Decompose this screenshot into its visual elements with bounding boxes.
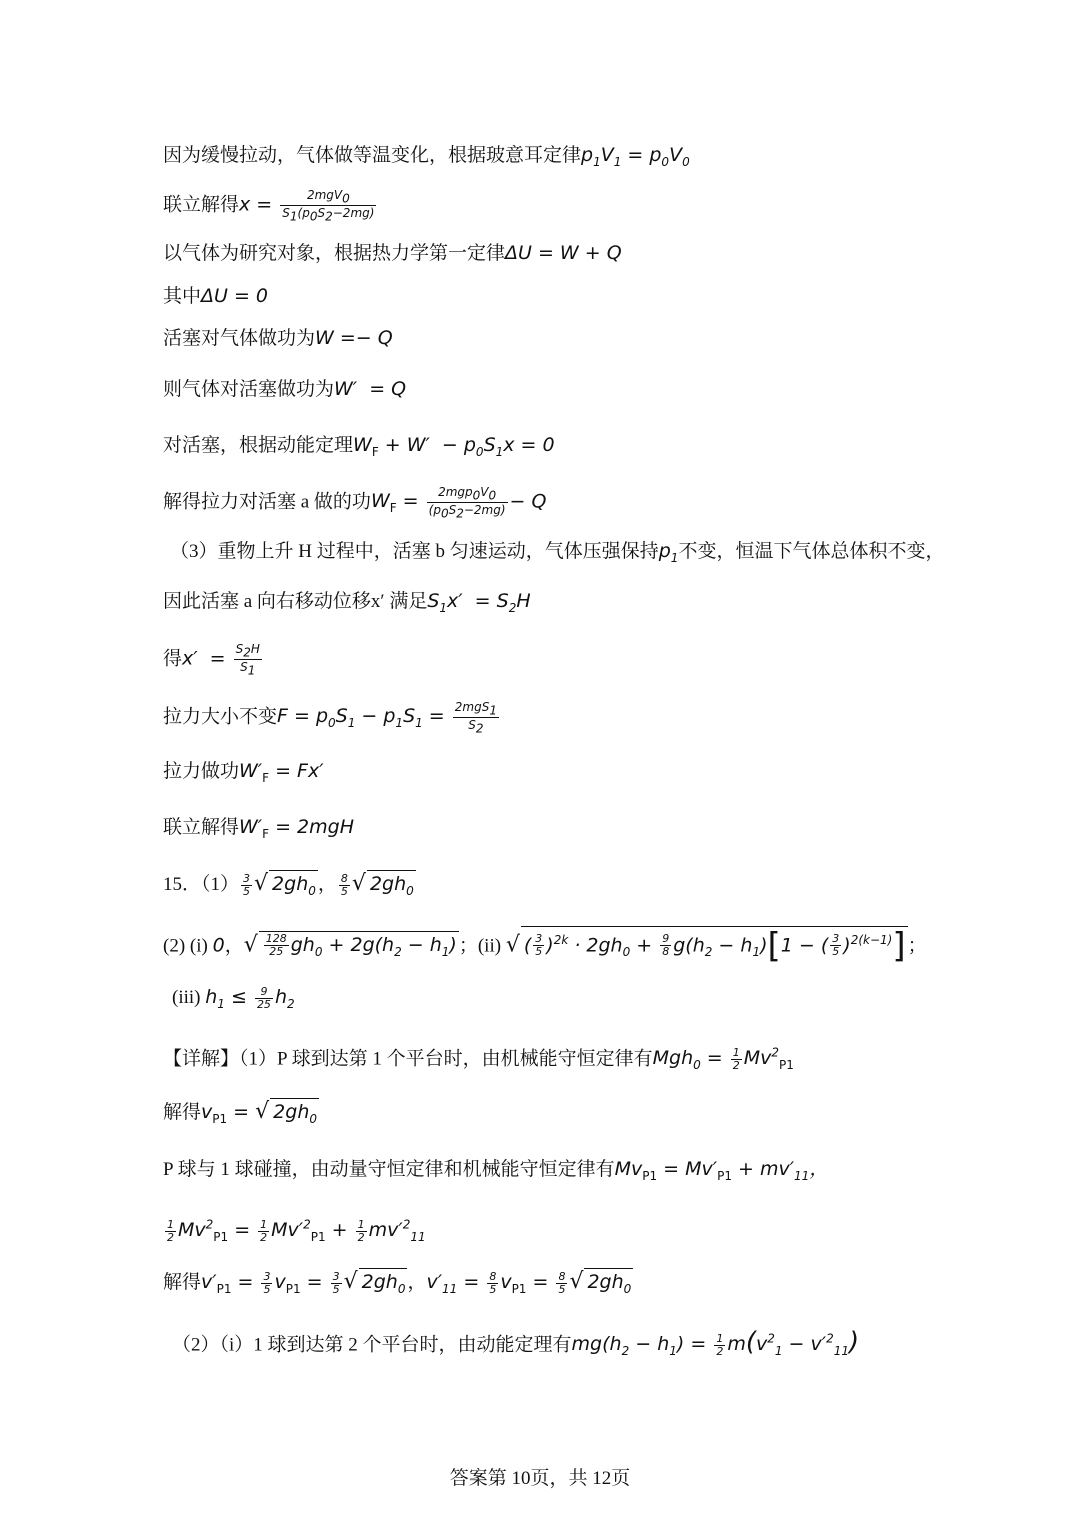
text: (iii): [172, 987, 201, 1008]
radical: √: [569, 1269, 584, 1294]
text: 解得: [163, 1102, 202, 1123]
text: P 球与 1 球碰撞，由动量守恒定律和机械能守恒定律有: [163, 1159, 615, 1180]
formula-tail: $Mv^2_{P1}$: [743, 1046, 794, 1073]
radicand: $2gh_0$: [270, 1098, 319, 1132]
formula: $mg(h_2 - h_1)$ =: [571, 1333, 713, 1359]
formula: $Mv'^2_{P1}$ +: [271, 1218, 354, 1245]
text: 得: [163, 648, 183, 670]
text: 对活塞，根据动能定理: [163, 435, 354, 456]
formula: $F = p_0S_1 - p_1S_1$ =: [277, 705, 451, 731]
radical: √: [255, 1099, 270, 1124]
formula: $v'_{P1}$ =: [201, 1271, 260, 1296]
text: 拉力做功: [163, 761, 240, 782]
fraction: $\frac{S_2H}{S_1}$: [235, 642, 260, 678]
radical: √: [343, 1269, 358, 1294]
formula: $v_{P1}$ =: [201, 1101, 256, 1126]
radicand: $2gh_0$: [584, 1268, 633, 1302]
formula: ΔU = W + Q: [505, 242, 622, 264]
radicand: $2gh_0$: [367, 870, 416, 904]
formula: $W'_F = 2mgH$: [239, 816, 354, 841]
line-boyle-law: [163, 142, 920, 175]
formula: $h_1$ ≤: [205, 986, 253, 1011]
text-cont: 不变，恒温下气体总体积不变，: [678, 541, 945, 562]
radical: √: [351, 871, 366, 896]
line-q15-part2-iii: [172, 984, 920, 1017]
formula: W′ = Q: [334, 378, 407, 400]
line-first-law: [163, 240, 920, 267]
fraction: $\frac{3}{5}$: [243, 872, 251, 899]
text: 则气体对活塞做功为: [163, 379, 335, 400]
fraction: $\frac{2mgV_0}{S_1(p_0S_2-2mg)}$: [282, 188, 375, 224]
formula: $p_1V_1 = p_0V_0$: [581, 144, 690, 169]
formula: ΔU = 0: [201, 285, 269, 307]
radical: √: [505, 932, 520, 958]
line-displacement: [163, 588, 920, 621]
radical: √: [243, 932, 258, 958]
fraction: $\frac{8}{5}$: [489, 1270, 497, 1297]
line-velocity-p1: [163, 1098, 920, 1132]
formula-tail: $h_2$: [274, 986, 295, 1011]
text: 【详解】（1）P 球到达第 1 个平台时，由机械能守恒定律有: [163, 1048, 653, 1070]
fraction: $\frac{1}{2}$: [357, 1218, 365, 1245]
line-pull-work-result: [163, 814, 920, 847]
fraction: $\frac{3}{5}$: [332, 1270, 340, 1297]
line-q15-part1: 15．（1） $\frac{3}{5}$ √ $2gh_0$ ， $\frac{8}{5}$ √ $2gh_0$: [163, 870, 920, 904]
formula: $Mv^2_{P1}$ =: [178, 1218, 257, 1245]
line-work-by-gas: [163, 376, 920, 403]
radicand: $2gh_0$: [359, 1268, 408, 1302]
formula-tail: − Q: [509, 490, 547, 513]
text: 以气体为研究对象，根据热力学第一定律: [163, 243, 506, 264]
text: （3）重物上升 H 过程中，活塞 b 匀速运动，气体压强保持: [170, 541, 659, 562]
formula: $mv'^2_{11}$: [368, 1218, 426, 1245]
fraction: $\frac{8}{5}$: [558, 1270, 566, 1297]
line-x-prime: [163, 642, 920, 678]
line-energy: [163, 1212, 920, 1250]
line-pull-work: [163, 758, 920, 791]
fraction: $\frac{8}{5}$: [340, 872, 348, 899]
text: 联立解得: [163, 194, 240, 216]
text: 拉力大小不变: [163, 706, 278, 728]
text: 解得拉力对活塞 a 做的功: [163, 491, 371, 513]
line-delta-u: [163, 283, 920, 310]
line-part3: [170, 538, 945, 571]
line-kinetic-theorem: [163, 432, 920, 465]
formula: $p_1$: [658, 540, 679, 565]
formula: W =− Q: [315, 327, 393, 349]
radicand: ( $\frac{3}{5}$ )$^{2k} \cdot 2gh_0$ + $\frac{9}{8}$ $g(h_2 - h_1)[1$ − ( $\frac{3}{5}$ )$^{2(k-1)}$]: [521, 926, 908, 965]
line-force: [163, 700, 920, 736]
formula: $W'_F = Fx'$: [239, 760, 324, 785]
formula: $S_1x' = S_2H$: [427, 590, 531, 615]
fraction: $\frac{1}{2}$: [167, 1218, 174, 1245]
fraction: $\frac{1}{2}$: [260, 1218, 268, 1245]
text: 其中: [163, 286, 202, 307]
formula: Mgh$_0$ =: [652, 1047, 729, 1073]
fraction: $\frac{2mgS_1}{S_2}$: [454, 700, 497, 736]
formula: $W_F + W' - p_0S_1x = 0$: [353, 434, 555, 459]
fraction: $\frac{2mgp_0V_0}{(p_0S_2-2mg)}$: [428, 485, 506, 521]
line-solve-x: [163, 188, 920, 224]
text: （2）（i）1 球到达第 2 个平台时，由动能定理有: [172, 1334, 572, 1356]
formula: $v'_{11}$ =: [426, 1271, 486, 1296]
line-q15-part2: (2) (i) 0，√ $\frac{128}{25}$ $gh_0 + 2g(h_2 - h_1)$ ；(ii) √ ( $\frac{3}{5}$ )$^{2k} \cdot 2gh_0$ + $\frac{9}{8}$ $g(h_2 - h_1)[1$ − ( $\frac{3}{5}$ )$^{2(k-1)}$] ；: [163, 925, 927, 966]
formula: x =: [239, 193, 279, 216]
fraction: $\frac{1}{2}$: [732, 1046, 740, 1073]
text: 活塞对气体做功为: [163, 328, 316, 349]
line-part2-i: [172, 1326, 920, 1364]
text: (2) (i): [163, 935, 208, 957]
text: 解得: [163, 1272, 202, 1293]
formula: $v_{P1}$ =: [500, 1271, 555, 1296]
formula: $m(v^2_1 - v'^2_{11})$: [727, 1327, 860, 1359]
text-ii: ；(ii): [458, 935, 502, 957]
line-collision: [163, 1156, 920, 1189]
fraction: $\frac{3}{5}$: [263, 1270, 271, 1297]
formula: $W_F$ =: [370, 490, 425, 516]
line-detail-1: [163, 1040, 920, 1078]
fraction: $\frac{9}{25}$: [256, 985, 271, 1012]
radicand: $2gh_0$: [269, 870, 318, 904]
text: 联立解得: [163, 817, 240, 838]
formula: $Mv_{P1} = Mv'_{P1} + mv'_{11}$，: [614, 1158, 829, 1183]
radical: √: [254, 871, 269, 896]
formula: 0: [212, 934, 225, 957]
text: 因此活塞 a 向右移动位移x′ 满足: [163, 591, 428, 612]
fraction: $\frac{1}{2}$: [716, 1332, 724, 1359]
text: 15．（1）: [163, 874, 240, 895]
line-solve-velocities: 解得$v'_{P1}$ = $\frac{3}{5}$ $v_{P1}$ = $\frac{3}{5}$ √ $2gh_0$ ，$v'_{11}$ = $\frac{8}{5}$ $v_{P1}$ = $\frac{8}{5}$ √ $2gh_0$: [163, 1268, 920, 1302]
formula: x′ =: [182, 647, 232, 670]
line-work-on-gas: [163, 325, 920, 352]
text: 因为缓慢拉动，气体做等温变化，根据玻意耳定律: [163, 145, 582, 166]
page-footer: 答案第 10页，共 12页: [449, 1468, 631, 1489]
formula: $v_{P1}$ =: [274, 1271, 329, 1296]
radicand: $\frac{128}{25}$ $gh_0 + 2g(h_2 - h_1)$: [259, 931, 459, 965]
line-work-of-pull: [163, 485, 920, 521]
